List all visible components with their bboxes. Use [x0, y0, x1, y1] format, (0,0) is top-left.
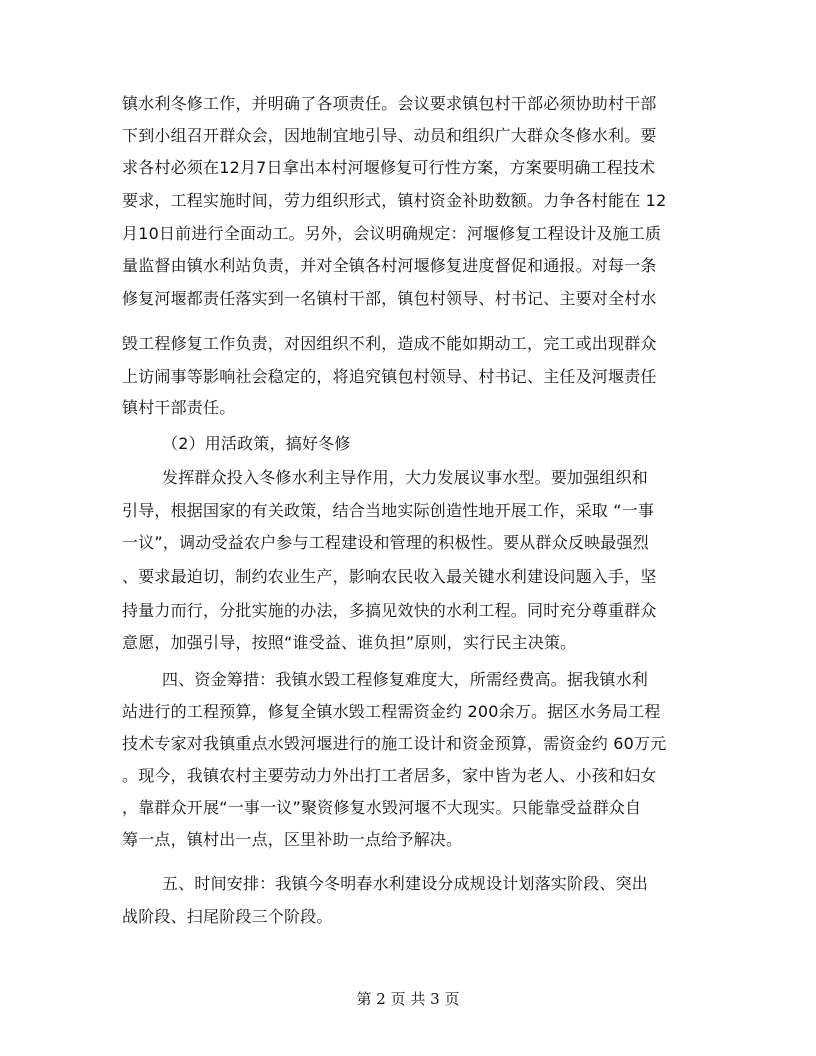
page-number: 第 2 页 共 3 页 [356, 990, 460, 1008]
paragraph-line: 发挥群众投入冬修水利主导作用，大力发展议事水型。要加强组织和 [162, 468, 649, 487]
paragraph-line: 四、资金筹措：我镇水毁工程修复难度大，所需经费高。据我镇水利 [162, 670, 649, 689]
paragraph-line: 筹一点，镇村出一点，区里补助一点给予解决。 [122, 830, 463, 849]
paragraph-line: 站进行的工程预算，修复全镇水毁工程需资金约 200余万。据区水务局工程 [122, 702, 661, 721]
paragraph-line: 求各村必须在12月7日拿出本村河堰修复可行性方案，方案要明确工程技术 [122, 158, 656, 177]
paragraph-line: 修复河堰都责任落实到一名镇村干部，镇包村领导、村书记、主要对全村水 [122, 289, 657, 308]
paragraph-line: 持量力而行，分批实施的办法，多搞见效快的水利工程。同时充分尊重群众 [122, 601, 657, 620]
paragraph-line: 下到小组召开群众会，因地制宜地引导、动员和组织广大群众冬修水利。要 [122, 126, 657, 145]
paragraph-line: 战阶段、扫尾阶段三个阶段。 [122, 907, 333, 926]
paragraph-line: 。现今，我镇农村主要劳动力外出打工者居多，家中皆为老人、小孩和妇女 [122, 766, 657, 785]
paragraph-line: 技术专家对我镇重点水毁河堰进行的施工设计和资金预算，需资金约 60万元 [122, 734, 667, 753]
paragraph-line: 镇水利冬修工作，并明确了各项责任。会议要求镇包村干部必须协助村干部 [122, 94, 657, 113]
paragraph-line: 引导，根据国家的有关政策，结合当地实际创造性地开展工作，采取 “一事 [122, 501, 655, 520]
paragraph-line: 镇村干部责任。 [122, 398, 236, 417]
paragraph-line: 五、时间安排：我镇今冬明春水利建设分成规设计划落实阶段、突出 [162, 874, 649, 893]
paragraph-line: 要求，工程实施时间，劳力组织形式，镇村资金补助数额。力争各村能在 12 [122, 191, 667, 210]
paragraph-line: 、要求最迫切，制约农业生产，影响农民收入最关键水利建设问题入手，坚 [122, 567, 657, 586]
paragraph-line: 意愿，加强引导，按照“谁受益、谁负担”原则，实行民主决策。 [122, 633, 577, 652]
paragraph-line: 量监督由镇水利站负责，并对全镇各村河堰修复进度督促和通报。对每一条 [122, 256, 657, 275]
paragraph-line: 毁工程修复工作负责，对因组织不利，造成不能如期动工，完工或出现群众 [122, 334, 657, 353]
paragraph-line: 上访闹事等影响社会稳定的，将追究镇包村领导、村书记、主任及河堰责任 [122, 367, 657, 386]
paragraph-line: 月10日前进行全面动工。另外，会议明确规定：河堰修复工程设计及施工质 [122, 224, 662, 243]
section-heading: （2）用活政策，搞好冬修 [162, 434, 351, 453]
paragraph-line: ，靠群众开展“一事一议”聚资修复水毁河堰不大现实。只能靠受益群众自 [122, 798, 642, 817]
paragraph-line: 一议”，调动受益农户参与工程建设和管理的积极性。要从群众反映最强烈 [122, 533, 649, 552]
